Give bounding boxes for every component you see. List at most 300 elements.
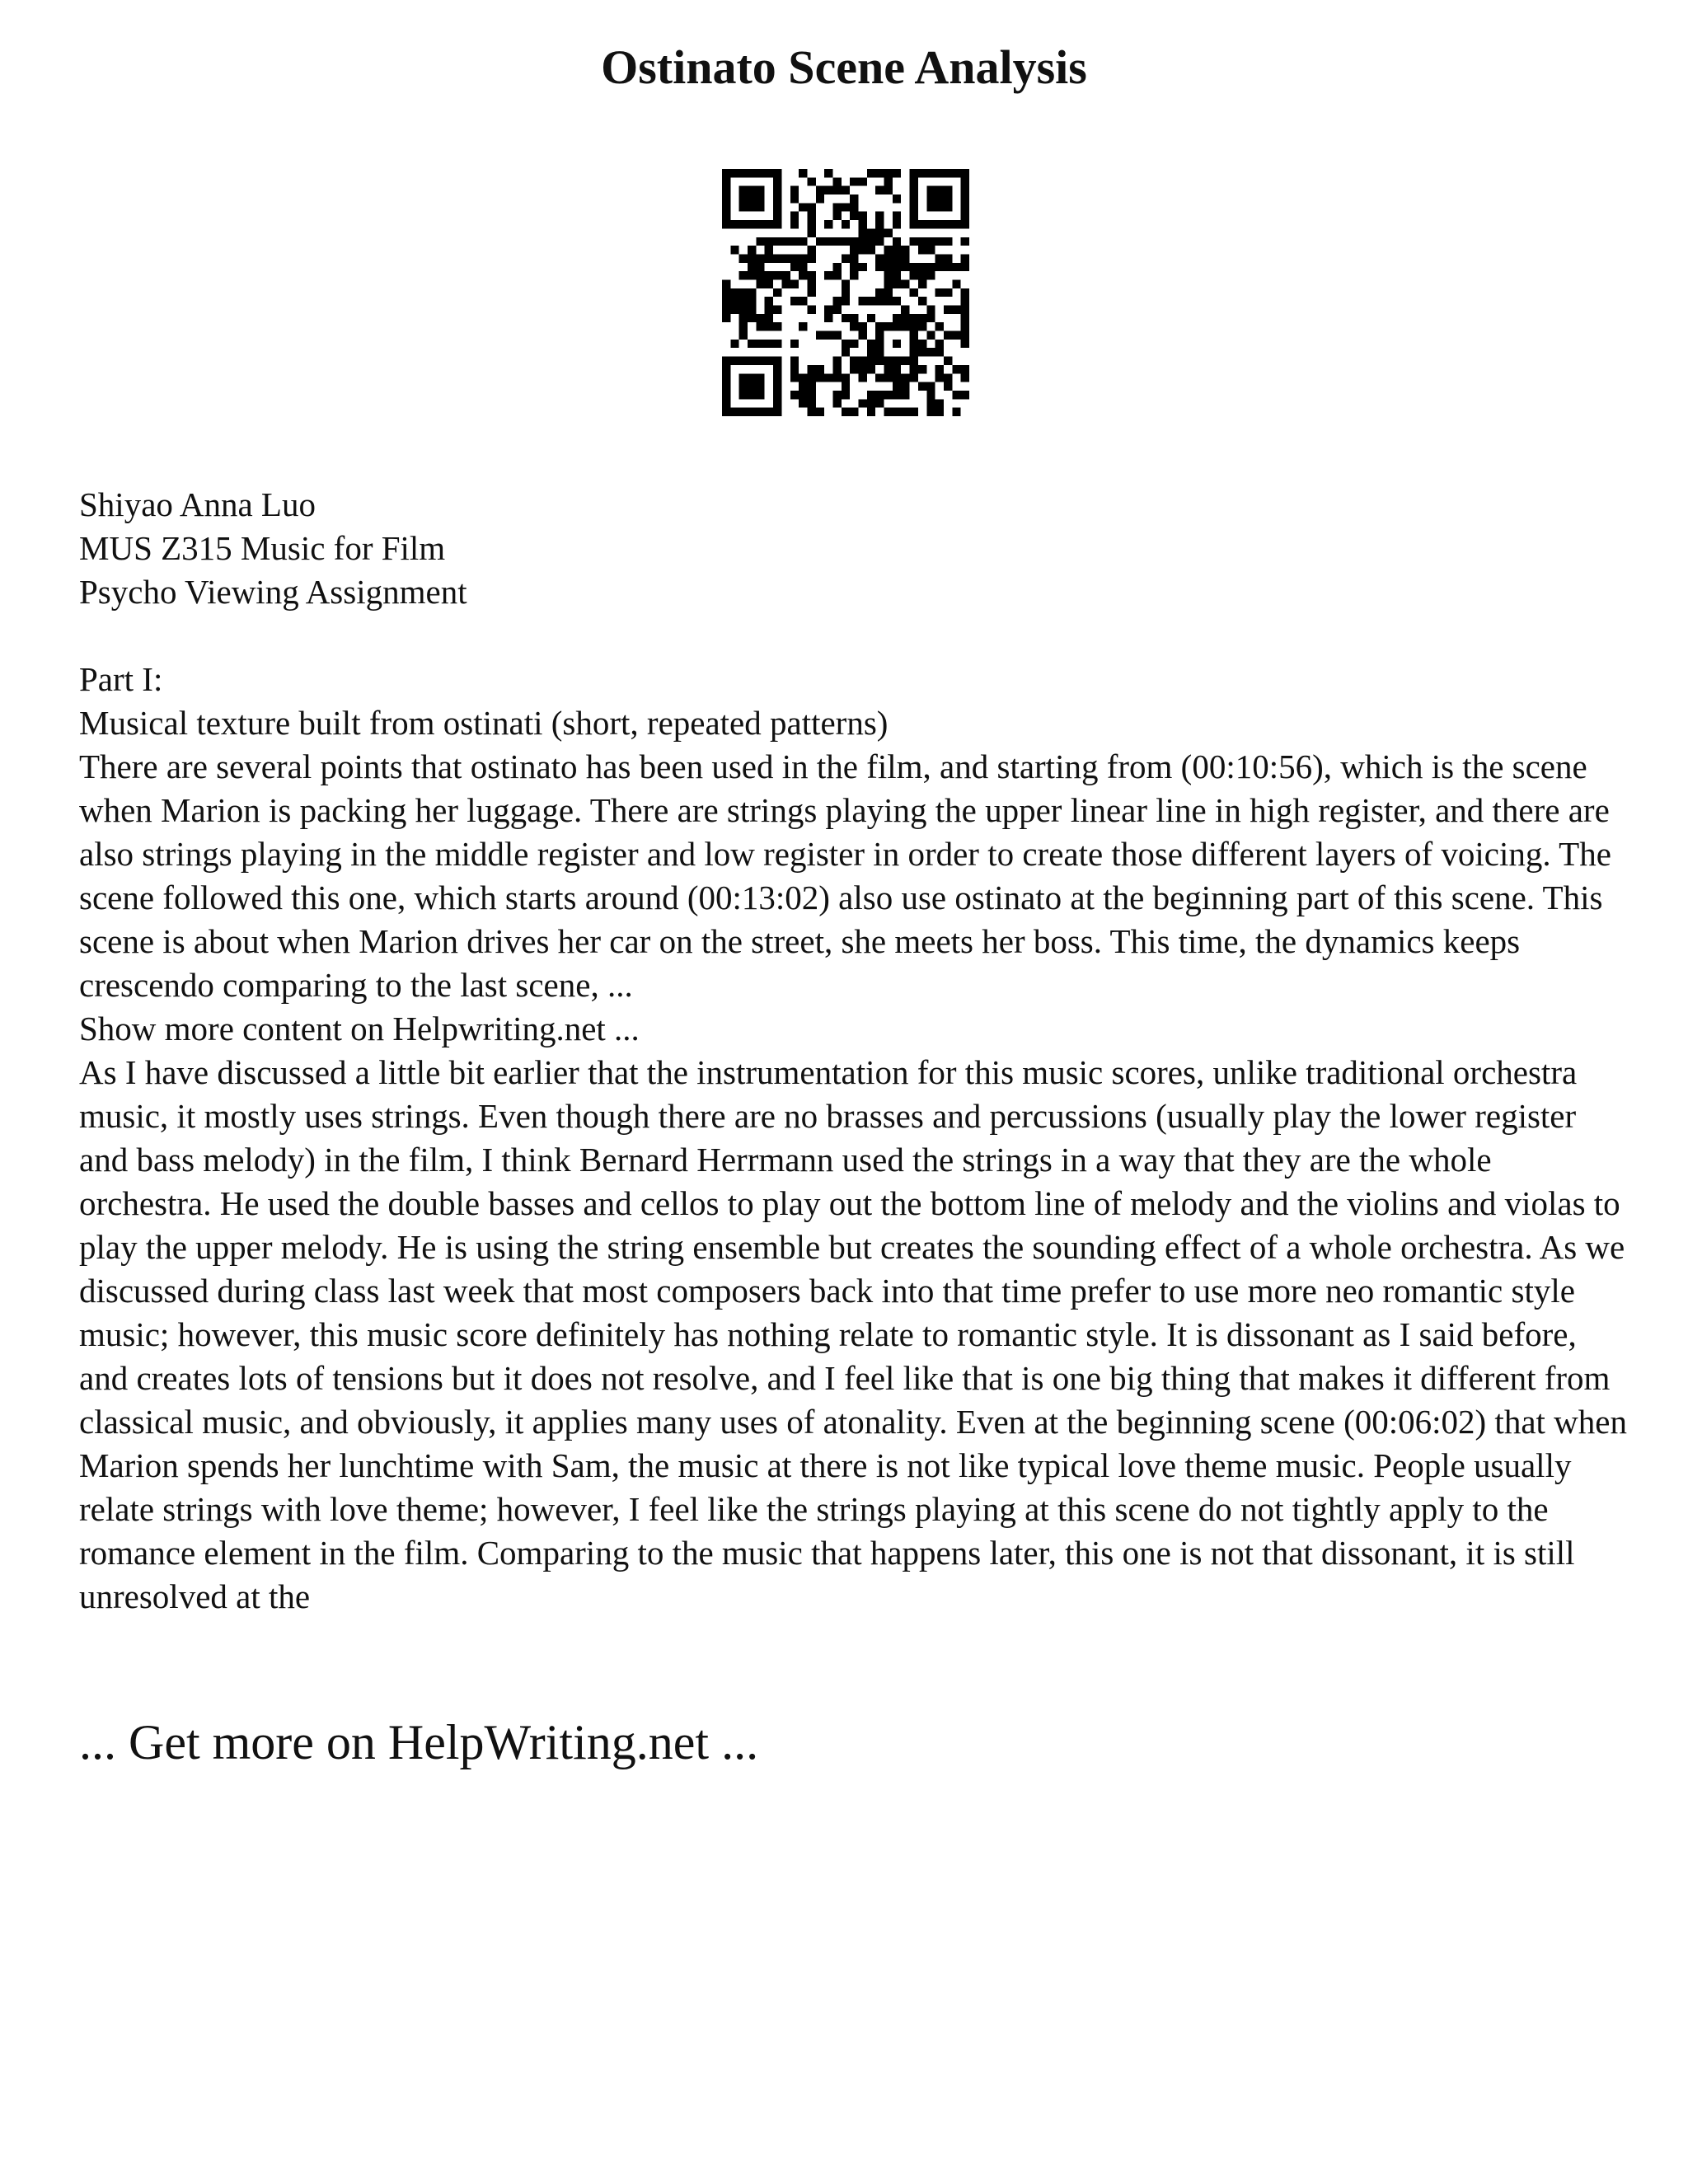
qr-module xyxy=(918,322,926,330)
qr-module xyxy=(756,314,764,322)
qr-module xyxy=(910,177,918,185)
qr-module xyxy=(824,314,832,322)
qr-module xyxy=(850,357,858,365)
qr-module xyxy=(842,186,850,194)
qr-module xyxy=(961,340,969,348)
qr-module xyxy=(739,408,748,416)
qr-module xyxy=(722,194,730,203)
qr-module xyxy=(910,340,918,348)
qr-module xyxy=(859,237,867,246)
qr-module xyxy=(799,271,807,279)
qr-module xyxy=(739,391,748,399)
qr-module xyxy=(944,263,952,271)
qr-module xyxy=(935,348,944,356)
qr-module xyxy=(756,237,764,246)
qr-module xyxy=(773,340,781,348)
qr-module xyxy=(859,228,867,237)
qr-module xyxy=(884,169,893,177)
qr-module xyxy=(867,391,875,399)
qr-module xyxy=(799,373,807,382)
qr-module xyxy=(875,169,884,177)
qr-module xyxy=(859,365,867,373)
qr-module xyxy=(748,203,756,211)
qr-module xyxy=(926,246,935,254)
qr-module xyxy=(867,348,875,356)
qr-module xyxy=(859,263,867,271)
qr-module xyxy=(799,237,807,246)
qr-module xyxy=(910,194,918,203)
qr-module xyxy=(790,254,799,262)
qr-module xyxy=(748,373,756,382)
qr-module xyxy=(884,271,893,279)
qr-module xyxy=(961,212,969,220)
qr-module xyxy=(748,246,756,254)
qr-module xyxy=(893,212,901,220)
qr-module xyxy=(790,365,799,373)
qr-module xyxy=(901,254,909,262)
qr-module xyxy=(773,220,781,228)
qr-module xyxy=(756,254,764,262)
qr-module xyxy=(859,246,867,254)
qr-module xyxy=(935,373,944,382)
qr-module xyxy=(944,306,952,314)
qr-module xyxy=(765,297,773,305)
qr-module xyxy=(859,177,867,185)
qr-module xyxy=(926,263,935,271)
qr-module xyxy=(884,357,893,365)
qr-module xyxy=(850,314,858,322)
qr-module xyxy=(961,365,969,373)
qr-module xyxy=(790,340,799,348)
qr-module xyxy=(901,263,909,271)
qr-module xyxy=(884,373,893,382)
qr-module xyxy=(901,322,909,330)
qr-module xyxy=(748,254,756,262)
qr-module xyxy=(935,186,944,194)
qr-module xyxy=(893,279,901,288)
qr-module xyxy=(952,391,960,399)
qr-module xyxy=(756,186,764,194)
qr-module xyxy=(935,365,944,373)
qr-module xyxy=(859,212,867,220)
qr-module xyxy=(765,314,773,322)
qr-module xyxy=(944,237,952,246)
qr-module xyxy=(884,279,893,288)
qr-module xyxy=(790,279,799,288)
qr-module xyxy=(756,340,764,348)
qr-module xyxy=(807,203,815,211)
qr-module xyxy=(832,237,841,246)
qr-module xyxy=(884,408,893,416)
qr-module xyxy=(765,246,773,254)
qr-module xyxy=(875,288,884,297)
qr-module xyxy=(739,271,748,279)
qr-module xyxy=(765,169,773,177)
qr-module xyxy=(893,237,901,246)
qr-module xyxy=(773,194,781,203)
paragraph-2: As I have discussed a little bit earlier that the instrumentation for this music scores, unlike traditional orchestra music, it mostly uses strings. Even though there are no brasses and percussions (usually play the lower register and bass melody) in the film, I think Bernard Herrmann used the strings in a way that they are the whole orchestra. He used the double basses and cellos to play out the bottom line of melody and the violins and violas to play the upper melody. He is using the string ensemble but creates the sounding effect of a whole orchestra. As we discussed during class last week that most composers back into that time prefer to use more neo romantic style music; however, this music score definitely has nothing relate to romantic style. It is dissonant as I said before, and creates lots of tensions but it does not resolve, and I feel like that is one big thing that makes it different from classical music, and obviously, it applies many uses of atonality. Even at the beginning scene (00:06:02) that when Marion spends her lunchtime with Sam, the music at there is not like typical love theme music. People usually relate strings with love theme; however, I feel like the strings playing at this scene do not tightly apply to the romance element in the film. Comparing to the music that happens later, this one is not that dissonant, it is still unresolved at the xyxy=(79,1053,1627,1615)
qr-module xyxy=(926,220,935,228)
qr-module xyxy=(859,357,867,365)
qr-module xyxy=(935,322,944,330)
qr-module xyxy=(832,391,841,399)
qr-module xyxy=(901,391,909,399)
qr-module xyxy=(875,212,884,220)
qr-module xyxy=(944,331,952,340)
qr-module xyxy=(842,237,850,246)
qr-module xyxy=(875,263,884,271)
qr-module xyxy=(842,314,850,322)
qr-module xyxy=(842,391,850,399)
qr-module xyxy=(961,322,969,330)
qr-module xyxy=(859,331,867,340)
qr-module xyxy=(935,288,944,297)
qr-module xyxy=(910,263,918,271)
qr-module xyxy=(918,314,926,322)
qr-module xyxy=(952,306,960,314)
qr-module xyxy=(722,382,730,391)
qr-module xyxy=(748,314,756,322)
qr-module xyxy=(918,365,926,373)
qr-module xyxy=(722,169,730,177)
qr-module xyxy=(935,203,944,211)
qr-module xyxy=(756,373,764,382)
qr-module xyxy=(799,263,807,271)
qr-module xyxy=(824,169,832,177)
qr-module xyxy=(893,194,901,203)
qr-module xyxy=(832,373,841,382)
qr-module xyxy=(748,382,756,391)
assignment-name: Psycho Viewing Assignment xyxy=(79,573,467,611)
qr-module xyxy=(893,373,901,382)
qr-module xyxy=(893,314,901,322)
qr-module xyxy=(961,288,969,297)
qr-module xyxy=(850,212,858,220)
qr-module xyxy=(832,306,841,314)
qr-module xyxy=(926,314,935,322)
qr-module xyxy=(799,399,807,407)
qr-module xyxy=(748,357,756,365)
qr-module xyxy=(884,391,893,399)
qr-module xyxy=(952,365,960,373)
qr-module xyxy=(722,314,730,322)
qr-module xyxy=(961,331,969,340)
qr-module xyxy=(807,228,815,237)
qr-module xyxy=(867,228,875,237)
qr-module xyxy=(722,212,730,220)
qr-module xyxy=(756,357,764,365)
qr-module xyxy=(765,408,773,416)
qr-module xyxy=(807,399,815,407)
qr-module xyxy=(832,365,841,373)
qr-module xyxy=(832,203,841,211)
qr-module xyxy=(859,220,867,228)
qr-module xyxy=(765,254,773,262)
qr-module xyxy=(816,194,824,203)
qr-module xyxy=(816,237,824,246)
qr-module xyxy=(918,263,926,271)
qr-module xyxy=(730,408,738,416)
qr-module xyxy=(850,408,858,416)
qr-module xyxy=(893,322,901,330)
qr-module xyxy=(756,279,764,288)
qr-module xyxy=(790,297,799,305)
qr-module xyxy=(722,408,730,416)
qr-module xyxy=(773,212,781,220)
qr-module xyxy=(884,322,893,330)
qr-module xyxy=(730,340,738,348)
qr-module xyxy=(944,203,952,211)
qr-module xyxy=(918,382,926,391)
qr-module xyxy=(875,348,884,356)
qr-module xyxy=(867,237,875,246)
qr-module xyxy=(952,263,960,271)
qr-module xyxy=(926,271,935,279)
spacer xyxy=(79,614,1629,658)
qr-module xyxy=(875,186,884,194)
qr-module xyxy=(722,186,730,194)
qr-module xyxy=(935,220,944,228)
qr-module xyxy=(807,288,815,297)
qr-module xyxy=(842,203,850,211)
qr-module xyxy=(893,340,901,348)
qr-module xyxy=(901,408,909,416)
qr-module xyxy=(944,254,952,262)
qr-module xyxy=(875,220,884,228)
qr-module xyxy=(790,237,799,246)
qr-module xyxy=(739,169,748,177)
qr-module xyxy=(730,306,738,314)
qr-module xyxy=(739,288,748,297)
qr-code[interactable] xyxy=(722,169,969,416)
qr-module xyxy=(832,399,841,407)
qr-module xyxy=(926,186,935,194)
qr-module xyxy=(824,271,832,279)
qr-module xyxy=(918,246,926,254)
qr-module xyxy=(722,203,730,211)
qr-module xyxy=(961,186,969,194)
qr-module xyxy=(748,169,756,177)
qr-module xyxy=(918,220,926,228)
qr-module xyxy=(944,186,952,194)
qr-module xyxy=(722,279,730,288)
qr-module xyxy=(773,382,781,391)
qr-module xyxy=(961,237,969,246)
qr-module xyxy=(850,271,858,279)
qr-module xyxy=(926,194,935,203)
qr-module xyxy=(926,348,935,356)
qr-module xyxy=(781,237,790,246)
qr-module xyxy=(884,228,893,237)
qr-module xyxy=(952,331,960,340)
qr-module xyxy=(867,399,875,407)
qr-module xyxy=(816,365,824,373)
get-more-link[interactable]: ... Get more on HelpWriting.net ... xyxy=(79,1715,759,1769)
qr-module xyxy=(884,177,893,185)
qr-module xyxy=(884,288,893,297)
qr-module xyxy=(901,357,909,365)
qr-module xyxy=(748,408,756,416)
qr-module xyxy=(781,271,790,279)
qr-module xyxy=(722,177,730,185)
qr-module xyxy=(832,177,841,185)
qr-module xyxy=(910,373,918,382)
qr-module xyxy=(867,357,875,365)
qr-module xyxy=(875,391,884,399)
qr-module xyxy=(756,391,764,399)
qr-module xyxy=(781,279,790,288)
qr-module xyxy=(961,203,969,211)
qr-module xyxy=(961,177,969,185)
qr-module xyxy=(773,391,781,399)
qr-module xyxy=(765,279,773,288)
qr-module xyxy=(722,220,730,228)
qr-module xyxy=(893,391,901,399)
qr-module xyxy=(850,194,858,203)
qr-module xyxy=(875,297,884,305)
qr-module xyxy=(824,220,832,228)
qr-module xyxy=(739,254,748,262)
qr-module xyxy=(910,212,918,220)
qr-module xyxy=(850,237,858,246)
qr-module xyxy=(832,263,841,271)
qr-module xyxy=(859,399,867,407)
qr-module xyxy=(910,408,918,416)
qr-module xyxy=(748,271,756,279)
qr-module xyxy=(884,246,893,254)
qr-module xyxy=(799,203,807,211)
qr-module xyxy=(807,254,815,262)
qr-module xyxy=(824,186,832,194)
qr-module xyxy=(926,237,935,246)
qr-module xyxy=(850,177,858,185)
qr-module xyxy=(790,263,799,271)
qr-module xyxy=(739,186,748,194)
qr-module xyxy=(884,297,893,305)
qr-module xyxy=(926,169,935,177)
qr-module xyxy=(722,399,730,407)
qr-module xyxy=(842,340,850,348)
qr-module xyxy=(859,322,867,330)
qr-module xyxy=(910,186,918,194)
qr-module xyxy=(961,306,969,314)
qr-code-icon xyxy=(722,169,969,416)
qr-module xyxy=(842,297,850,305)
qr-module xyxy=(875,237,884,246)
qr-module xyxy=(875,340,884,348)
qr-module xyxy=(807,279,815,288)
qr-module xyxy=(739,220,748,228)
qr-module xyxy=(961,373,969,382)
qr-module xyxy=(722,373,730,382)
qr-module xyxy=(816,373,824,382)
qr-module xyxy=(756,263,764,271)
qr-module xyxy=(926,391,935,399)
qr-module xyxy=(773,237,781,246)
qr-module xyxy=(918,169,926,177)
qr-module xyxy=(901,246,909,254)
qr-module xyxy=(944,169,952,177)
qr-module xyxy=(832,297,841,305)
qr-module xyxy=(781,254,790,262)
qr-module xyxy=(756,271,764,279)
qr-module xyxy=(926,331,935,340)
qr-module xyxy=(730,246,738,254)
qr-module xyxy=(867,169,875,177)
qr-module xyxy=(748,306,756,314)
qr-module xyxy=(884,263,893,271)
qr-module xyxy=(748,194,756,203)
qr-module xyxy=(867,340,875,348)
qr-module xyxy=(765,340,773,348)
qr-module xyxy=(748,297,756,305)
qr-module xyxy=(773,306,781,314)
qr-module xyxy=(901,314,909,322)
qr-module xyxy=(961,314,969,322)
qr-module xyxy=(910,220,918,228)
qr-module xyxy=(832,212,841,220)
qr-module xyxy=(807,408,815,416)
qr-module xyxy=(884,186,893,194)
show-more-link[interactable]: Show more content on Helpwriting.net ... xyxy=(79,1010,640,1047)
qr-module xyxy=(748,391,756,399)
author-name: Shiyao Anna Luo xyxy=(79,485,316,523)
qr-module xyxy=(867,246,875,254)
qr-module xyxy=(935,194,944,203)
qr-module xyxy=(756,408,764,416)
qr-module xyxy=(875,357,884,365)
qr-module xyxy=(944,288,952,297)
qr-module xyxy=(910,331,918,340)
qr-module xyxy=(875,399,884,407)
qr-module xyxy=(739,322,748,330)
qr-module xyxy=(875,373,884,382)
qr-module xyxy=(739,306,748,314)
page-title: Ostinato Scene Analysis xyxy=(601,40,1087,94)
qr-module xyxy=(842,279,850,288)
qr-module xyxy=(816,408,824,416)
qr-module xyxy=(807,271,815,279)
qr-module xyxy=(807,220,815,228)
qr-module xyxy=(842,373,850,382)
qr-module xyxy=(944,220,952,228)
qr-module xyxy=(926,399,935,407)
qr-module xyxy=(875,228,884,237)
qr-module xyxy=(739,203,748,211)
qr-module xyxy=(893,254,901,262)
qr-module xyxy=(739,194,748,203)
qr-module xyxy=(790,186,799,194)
qr-module xyxy=(722,306,730,314)
qr-module xyxy=(952,169,960,177)
qr-module xyxy=(773,322,781,330)
qr-module xyxy=(756,382,764,391)
qr-module xyxy=(910,357,918,365)
qr-module xyxy=(773,365,781,373)
qr-module xyxy=(867,365,875,373)
qr-module xyxy=(756,194,764,203)
qr-module xyxy=(765,322,773,330)
qr-module xyxy=(893,365,901,373)
qr-module xyxy=(935,237,944,246)
qr-module xyxy=(739,297,748,305)
qr-module xyxy=(926,203,935,211)
qr-module xyxy=(722,288,730,297)
qr-module xyxy=(790,373,799,382)
qr-module xyxy=(807,365,815,373)
qr-module xyxy=(850,365,858,373)
qr-module xyxy=(824,331,832,340)
